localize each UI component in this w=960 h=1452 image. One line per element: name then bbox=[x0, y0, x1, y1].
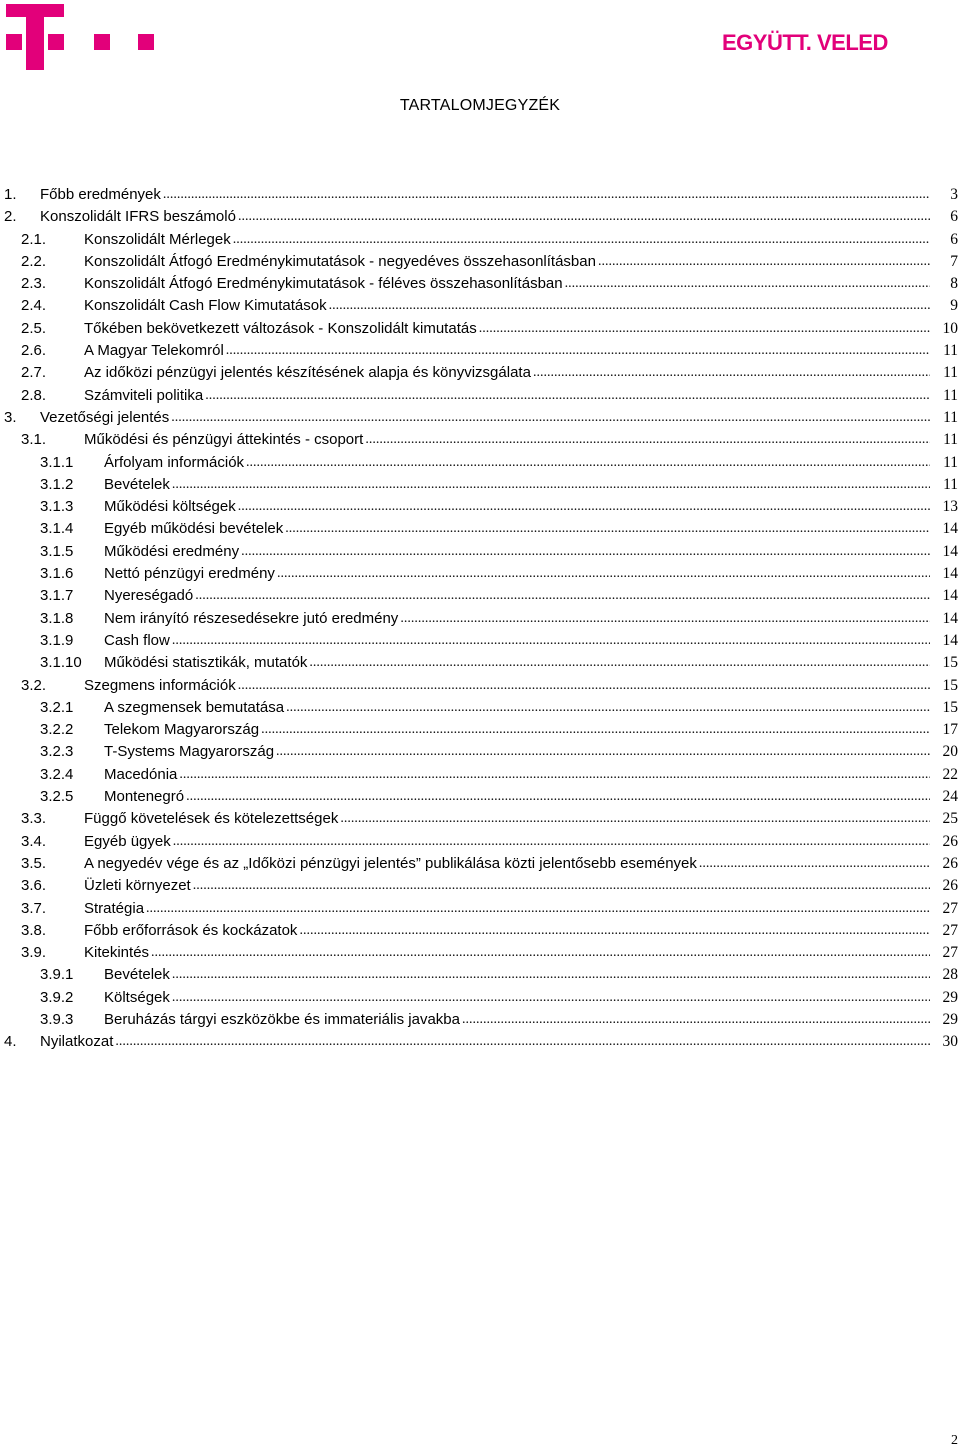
dot-leader bbox=[151, 942, 930, 964]
dot-leader bbox=[261, 719, 930, 741]
toc-entry-title[interactable]: Montenegró bbox=[104, 788, 185, 806]
toc-entry-page: 20 bbox=[942, 743, 958, 761]
toc-entry[interactable] bbox=[0, 318, 960, 340]
toc-entry-number: 3.1.7 bbox=[40, 587, 74, 605]
dot-leader bbox=[233, 229, 930, 251]
toc-entry-number: 2.2. bbox=[21, 252, 47, 270]
toc-entry-page: 14 bbox=[942, 565, 958, 583]
toc-entry-number: 3.1.5 bbox=[40, 542, 74, 560]
toc-entry[interactable] bbox=[0, 741, 960, 763]
toc-entry-number: 1. bbox=[4, 186, 17, 203]
toc-entry-number: 3.9.2 bbox=[40, 988, 74, 1006]
dot-leader bbox=[226, 340, 930, 362]
toc-entry-page: 11 bbox=[943, 431, 958, 449]
dot-leader bbox=[238, 675, 930, 697]
toc-entry-number: 3.4. bbox=[21, 832, 47, 850]
toc-entry-number: 3.1.4 bbox=[40, 520, 74, 538]
toc-entry-number: 3.2.5 bbox=[40, 788, 74, 806]
toc-entry[interactable] bbox=[0, 295, 960, 317]
toc-entry-number: 2.8. bbox=[21, 386, 47, 404]
toc-entry-page: 14 bbox=[942, 609, 958, 627]
toc-entry-title[interactable]: Az időközi pénzügyi jelentés készítésének alapja és könyvizsgálata bbox=[84, 364, 531, 382]
toc-entry-number: 3.1.9 bbox=[40, 631, 74, 649]
toc-entry-title[interactable]: Cash flow bbox=[104, 631, 170, 649]
toc-entry-title[interactable]: Macedónia bbox=[104, 765, 178, 783]
toc-entry[interactable] bbox=[0, 630, 960, 652]
toc-entry-title[interactable]: Számviteli politika bbox=[84, 386, 204, 404]
toc-entry-page: 11 bbox=[943, 475, 958, 493]
toc-entry-title[interactable]: Stratégia bbox=[84, 899, 145, 917]
toc-entry-title[interactable]: Főbb eredmények bbox=[40, 186, 161, 203]
toc-entry-title[interactable]: Bevételek bbox=[104, 475, 170, 493]
toc-entry-number: 3.1. bbox=[21, 431, 47, 449]
toc-entry[interactable] bbox=[0, 875, 960, 897]
toc-entry-number: 2.1. bbox=[21, 230, 47, 248]
dot-leader bbox=[172, 987, 930, 1009]
dot-leader bbox=[276, 741, 930, 763]
dot-leader bbox=[309, 652, 930, 674]
toc-entry-title[interactable]: Nettó pénzügyi eredmény bbox=[104, 565, 275, 583]
toc-entry[interactable] bbox=[0, 831, 960, 853]
toc-entry-number: 3.2.4 bbox=[40, 765, 74, 783]
toc-entry-title[interactable]: Konszolidált Cash Flow Kimutatások bbox=[84, 297, 327, 315]
toc-entry-number: 3.9.3 bbox=[40, 1010, 74, 1028]
toc-entry-number: 3.2.1 bbox=[40, 698, 74, 716]
toc-entry-title[interactable]: Működési eredmény bbox=[104, 542, 240, 560]
dot-leader bbox=[238, 496, 930, 518]
toc-entry-page: 11 bbox=[943, 386, 958, 404]
dot-leader bbox=[238, 206, 930, 228]
dot-leader bbox=[299, 920, 930, 942]
toc-entry-title[interactable]: Tőkében bekövetkezett változások - Konszolidált kimutatás bbox=[84, 319, 477, 337]
toc-entry-title[interactable]: Konszolidált IFRS beszámoló bbox=[40, 208, 236, 226]
toc-entry-page: 26 bbox=[942, 877, 958, 895]
toc-entry-title[interactable]: Konszolidált Átfogó Eredménykimutatások - féléves összehasonlításban bbox=[84, 275, 563, 293]
toc-entry[interactable] bbox=[0, 764, 960, 786]
toc-entry[interactable] bbox=[0, 964, 960, 986]
toc-entry-title[interactable]: Működési statisztikák, mutatók bbox=[104, 654, 308, 672]
toc-entry[interactable] bbox=[0, 719, 960, 741]
toc-entry-title[interactable]: Üzleti környezet bbox=[84, 877, 191, 895]
toc-entry-title[interactable]: Kitekintés bbox=[84, 944, 150, 962]
toc-entry-title[interactable]: Beruházás tárgyi eszközökbe és immateriális javakba bbox=[104, 1010, 460, 1028]
toc-entry-number: 3.5. bbox=[21, 854, 47, 872]
toc-entry[interactable] bbox=[0, 898, 960, 920]
dot-leader bbox=[146, 898, 930, 920]
toc-entry-page: 11 bbox=[943, 342, 958, 360]
toc-entry-number: 2.3. bbox=[21, 275, 47, 293]
toc-entry-title[interactable]: Működési költségek bbox=[104, 498, 236, 516]
toc-entry[interactable] bbox=[0, 1009, 960, 1031]
dot-leader bbox=[186, 786, 930, 808]
toc-entry-title[interactable]: Telekom Magyarország bbox=[104, 721, 260, 739]
toc-entry[interactable] bbox=[0, 518, 960, 540]
dot-leader bbox=[205, 385, 930, 407]
dot-leader bbox=[241, 541, 930, 563]
toc-entry-page: 17 bbox=[942, 721, 958, 739]
toc-entry-title[interactable]: A negyedév vége és az „Időközi pénzügyi jelentés” publikálása közti jelentősebb események bbox=[84, 854, 697, 872]
toc-entry-title[interactable]: Szegmens információk bbox=[84, 676, 236, 694]
toc-entry-title[interactable]: Vezetőségi jelentés bbox=[40, 408, 170, 426]
toc-entry-number: 3.9.1 bbox=[40, 966, 74, 984]
telekom-logo bbox=[6, 4, 156, 74]
page-number: 2 bbox=[951, 1433, 958, 1448]
toc-entry-page: 6 bbox=[950, 208, 958, 226]
dot-leader bbox=[246, 452, 930, 474]
toc-entry[interactable] bbox=[0, 697, 960, 719]
dot-leader bbox=[277, 563, 930, 585]
toc-entry-page: 27 bbox=[942, 921, 958, 939]
toc-entry-page: 11 bbox=[943, 408, 958, 426]
toc-entry[interactable] bbox=[0, 541, 960, 563]
toc-entry-number: 3.1.6 bbox=[40, 565, 74, 583]
toc-entry[interactable] bbox=[0, 808, 960, 830]
dot-leader bbox=[699, 853, 930, 875]
toc-entry-page: 14 bbox=[942, 520, 958, 538]
dot-leader bbox=[179, 764, 930, 786]
toc-entry-number: 2.4. bbox=[21, 297, 47, 315]
dot-leader bbox=[163, 184, 930, 206]
slogan: EGYÜTT. VELED bbox=[722, 30, 888, 55]
toc-entry-number: 2.5. bbox=[21, 319, 47, 337]
toc-entry-page: 7 bbox=[950, 252, 958, 270]
table-of-contents bbox=[0, 184, 960, 1054]
toc-entry-number: 3.3. bbox=[21, 810, 47, 828]
toc-entry-page: 11 bbox=[943, 364, 958, 382]
toc-entry[interactable] bbox=[0, 920, 960, 942]
toc-entry-title[interactable]: Függő követelések és kötelezettségek bbox=[84, 810, 339, 828]
toc-entry[interactable] bbox=[0, 675, 960, 697]
toc-entry[interactable] bbox=[0, 1031, 960, 1053]
toc-title: TARTALOMJEGYZÉK bbox=[399, 97, 561, 114]
toc-entry-number: 3.1.1 bbox=[40, 453, 74, 471]
toc-entry[interactable] bbox=[0, 942, 960, 964]
toc-entry-number: 3.2. bbox=[21, 676, 47, 694]
toc-entry-page: 25 bbox=[942, 810, 958, 828]
toc-entry-page: 29 bbox=[942, 1010, 958, 1028]
toc-entry-page: 26 bbox=[942, 854, 958, 872]
toc-entry[interactable] bbox=[0, 786, 960, 808]
toc-entry-number: 3.1.10 bbox=[40, 654, 82, 672]
toc-entry-page: 8 bbox=[950, 275, 958, 293]
dot-leader bbox=[172, 474, 930, 496]
toc-entry[interactable] bbox=[0, 206, 960, 228]
toc-entry-number: 2. bbox=[4, 208, 17, 226]
toc-entry[interactable] bbox=[0, 273, 960, 295]
dot-leader bbox=[533, 362, 930, 384]
toc-entry-page: 14 bbox=[942, 587, 958, 605]
toc-entry[interactable] bbox=[0, 429, 960, 451]
toc-entry-page: 15 bbox=[942, 654, 958, 672]
toc-entry-number: 3. bbox=[4, 408, 17, 426]
toc-entry-page: 22 bbox=[942, 765, 958, 783]
dot-leader bbox=[479, 318, 930, 340]
dot-leader bbox=[171, 407, 930, 429]
toc-entry[interactable] bbox=[0, 340, 960, 362]
toc-entry[interactable] bbox=[0, 853, 960, 875]
dot-leader bbox=[173, 831, 930, 853]
toc-entry[interactable] bbox=[0, 496, 960, 518]
dot-leader bbox=[329, 295, 930, 317]
toc-entry[interactable] bbox=[0, 362, 960, 384]
dot-leader bbox=[285, 518, 930, 540]
toc-entry-number: 3.6. bbox=[21, 877, 47, 895]
toc-entry-page: 11 bbox=[943, 453, 958, 471]
toc-entry-number: 2.7. bbox=[21, 364, 47, 382]
toc-entry-page: 10 bbox=[942, 319, 958, 337]
dot-leader bbox=[340, 808, 930, 830]
toc-entry-title[interactable]: T-Systems Magyarország bbox=[104, 743, 275, 761]
toc-entry-number: 2.6. bbox=[21, 342, 47, 360]
toc-entry[interactable] bbox=[0, 608, 960, 630]
toc-entry-title[interactable]: Bevételek bbox=[104, 966, 170, 984]
toc-entry[interactable] bbox=[0, 563, 960, 585]
toc-entry[interactable] bbox=[0, 585, 960, 607]
toc-entry-page: 3 bbox=[950, 186, 958, 203]
toc-entry-page: 9 bbox=[950, 297, 958, 315]
dot-leader bbox=[286, 697, 930, 719]
toc-entry-title[interactable]: Költségek bbox=[104, 988, 170, 1006]
toc-entry-page: 29 bbox=[942, 988, 958, 1006]
toc-entry-page: 6 bbox=[950, 230, 958, 248]
toc-entry-number: 3.2.3 bbox=[40, 743, 74, 761]
dot-leader bbox=[193, 875, 930, 897]
toc-entry-title[interactable]: A szegmensek bemutatása bbox=[104, 698, 285, 716]
toc-entry-page: 15 bbox=[942, 676, 958, 694]
toc-entry-page: 28 bbox=[942, 966, 958, 984]
toc-entry-page: 26 bbox=[942, 832, 958, 850]
toc-entry[interactable] bbox=[0, 652, 960, 674]
toc-entry-page: 24 bbox=[942, 788, 958, 806]
dot-leader bbox=[462, 1009, 930, 1031]
dot-leader bbox=[195, 585, 930, 607]
toc-entry-title[interactable]: Nem irányító részesedésekre jutó eredmény bbox=[104, 609, 399, 627]
toc-entry-title[interactable]: A Magyar Telekomról bbox=[84, 342, 224, 360]
toc-entry-number: 3.7. bbox=[21, 899, 47, 917]
toc-entry[interactable] bbox=[0, 184, 960, 206]
toc-entry-title[interactable]: Főbb erőforrások és kockázatok bbox=[84, 921, 298, 939]
toc-entry-title[interactable]: Működési és pénzügyi áttekintés - csoport bbox=[84, 431, 364, 449]
toc-entry-number: 3.8. bbox=[21, 921, 47, 939]
dot-leader bbox=[565, 273, 930, 295]
toc-entry-page: 13 bbox=[942, 498, 958, 516]
toc-entry-number: 3.1.2 bbox=[40, 475, 74, 493]
telekom-t-icon bbox=[6, 4, 156, 74]
toc-entry[interactable] bbox=[0, 229, 960, 251]
toc-entry-page: 14 bbox=[942, 631, 958, 649]
toc-entry-title[interactable]: Nyilatkozat bbox=[40, 1033, 114, 1051]
toc-entry-title[interactable]: Nyereségadó bbox=[104, 587, 194, 605]
toc-entry-page: 27 bbox=[942, 899, 958, 917]
toc-entry-number: 3.1.3 bbox=[40, 498, 74, 516]
toc-entry[interactable] bbox=[0, 251, 960, 273]
dot-leader bbox=[172, 630, 930, 652]
toc-entry[interactable] bbox=[0, 452, 960, 474]
toc-entry-title[interactable]: Árfolyam információk bbox=[104, 453, 245, 471]
toc-entry-page: 15 bbox=[942, 698, 958, 716]
toc-entry-number: 3.9. bbox=[21, 944, 47, 962]
toc-entry-page: 30 bbox=[942, 1033, 958, 1051]
toc-entry-page: 27 bbox=[942, 944, 958, 962]
toc-entry-page: 14 bbox=[942, 542, 958, 560]
dot-leader bbox=[400, 608, 930, 630]
dot-leader bbox=[115, 1031, 930, 1053]
toc-entry[interactable] bbox=[0, 407, 960, 429]
toc-entry-number: 4. bbox=[4, 1033, 17, 1051]
toc-entry[interactable] bbox=[0, 385, 960, 407]
toc-entry[interactable] bbox=[0, 987, 960, 1009]
toc-entry[interactable] bbox=[0, 474, 960, 496]
dot-leader bbox=[172, 964, 930, 986]
toc-entry-title[interactable]: Egyéb működési bevételek bbox=[104, 520, 284, 538]
dot-leader bbox=[365, 429, 930, 451]
toc-entry-title[interactable]: Konszolidált Mérlegek bbox=[84, 230, 231, 248]
toc-entry-title[interactable]: Egyéb ügyek bbox=[84, 832, 171, 850]
toc-entry-title[interactable]: Konszolidált Átfogó Eredménykimutatások - negyedéves összehasonlításban bbox=[84, 252, 596, 270]
toc-entry-number: 3.2.2 bbox=[40, 721, 74, 739]
dot-leader bbox=[598, 251, 930, 273]
toc-entry-number: 3.1.8 bbox=[40, 609, 74, 627]
